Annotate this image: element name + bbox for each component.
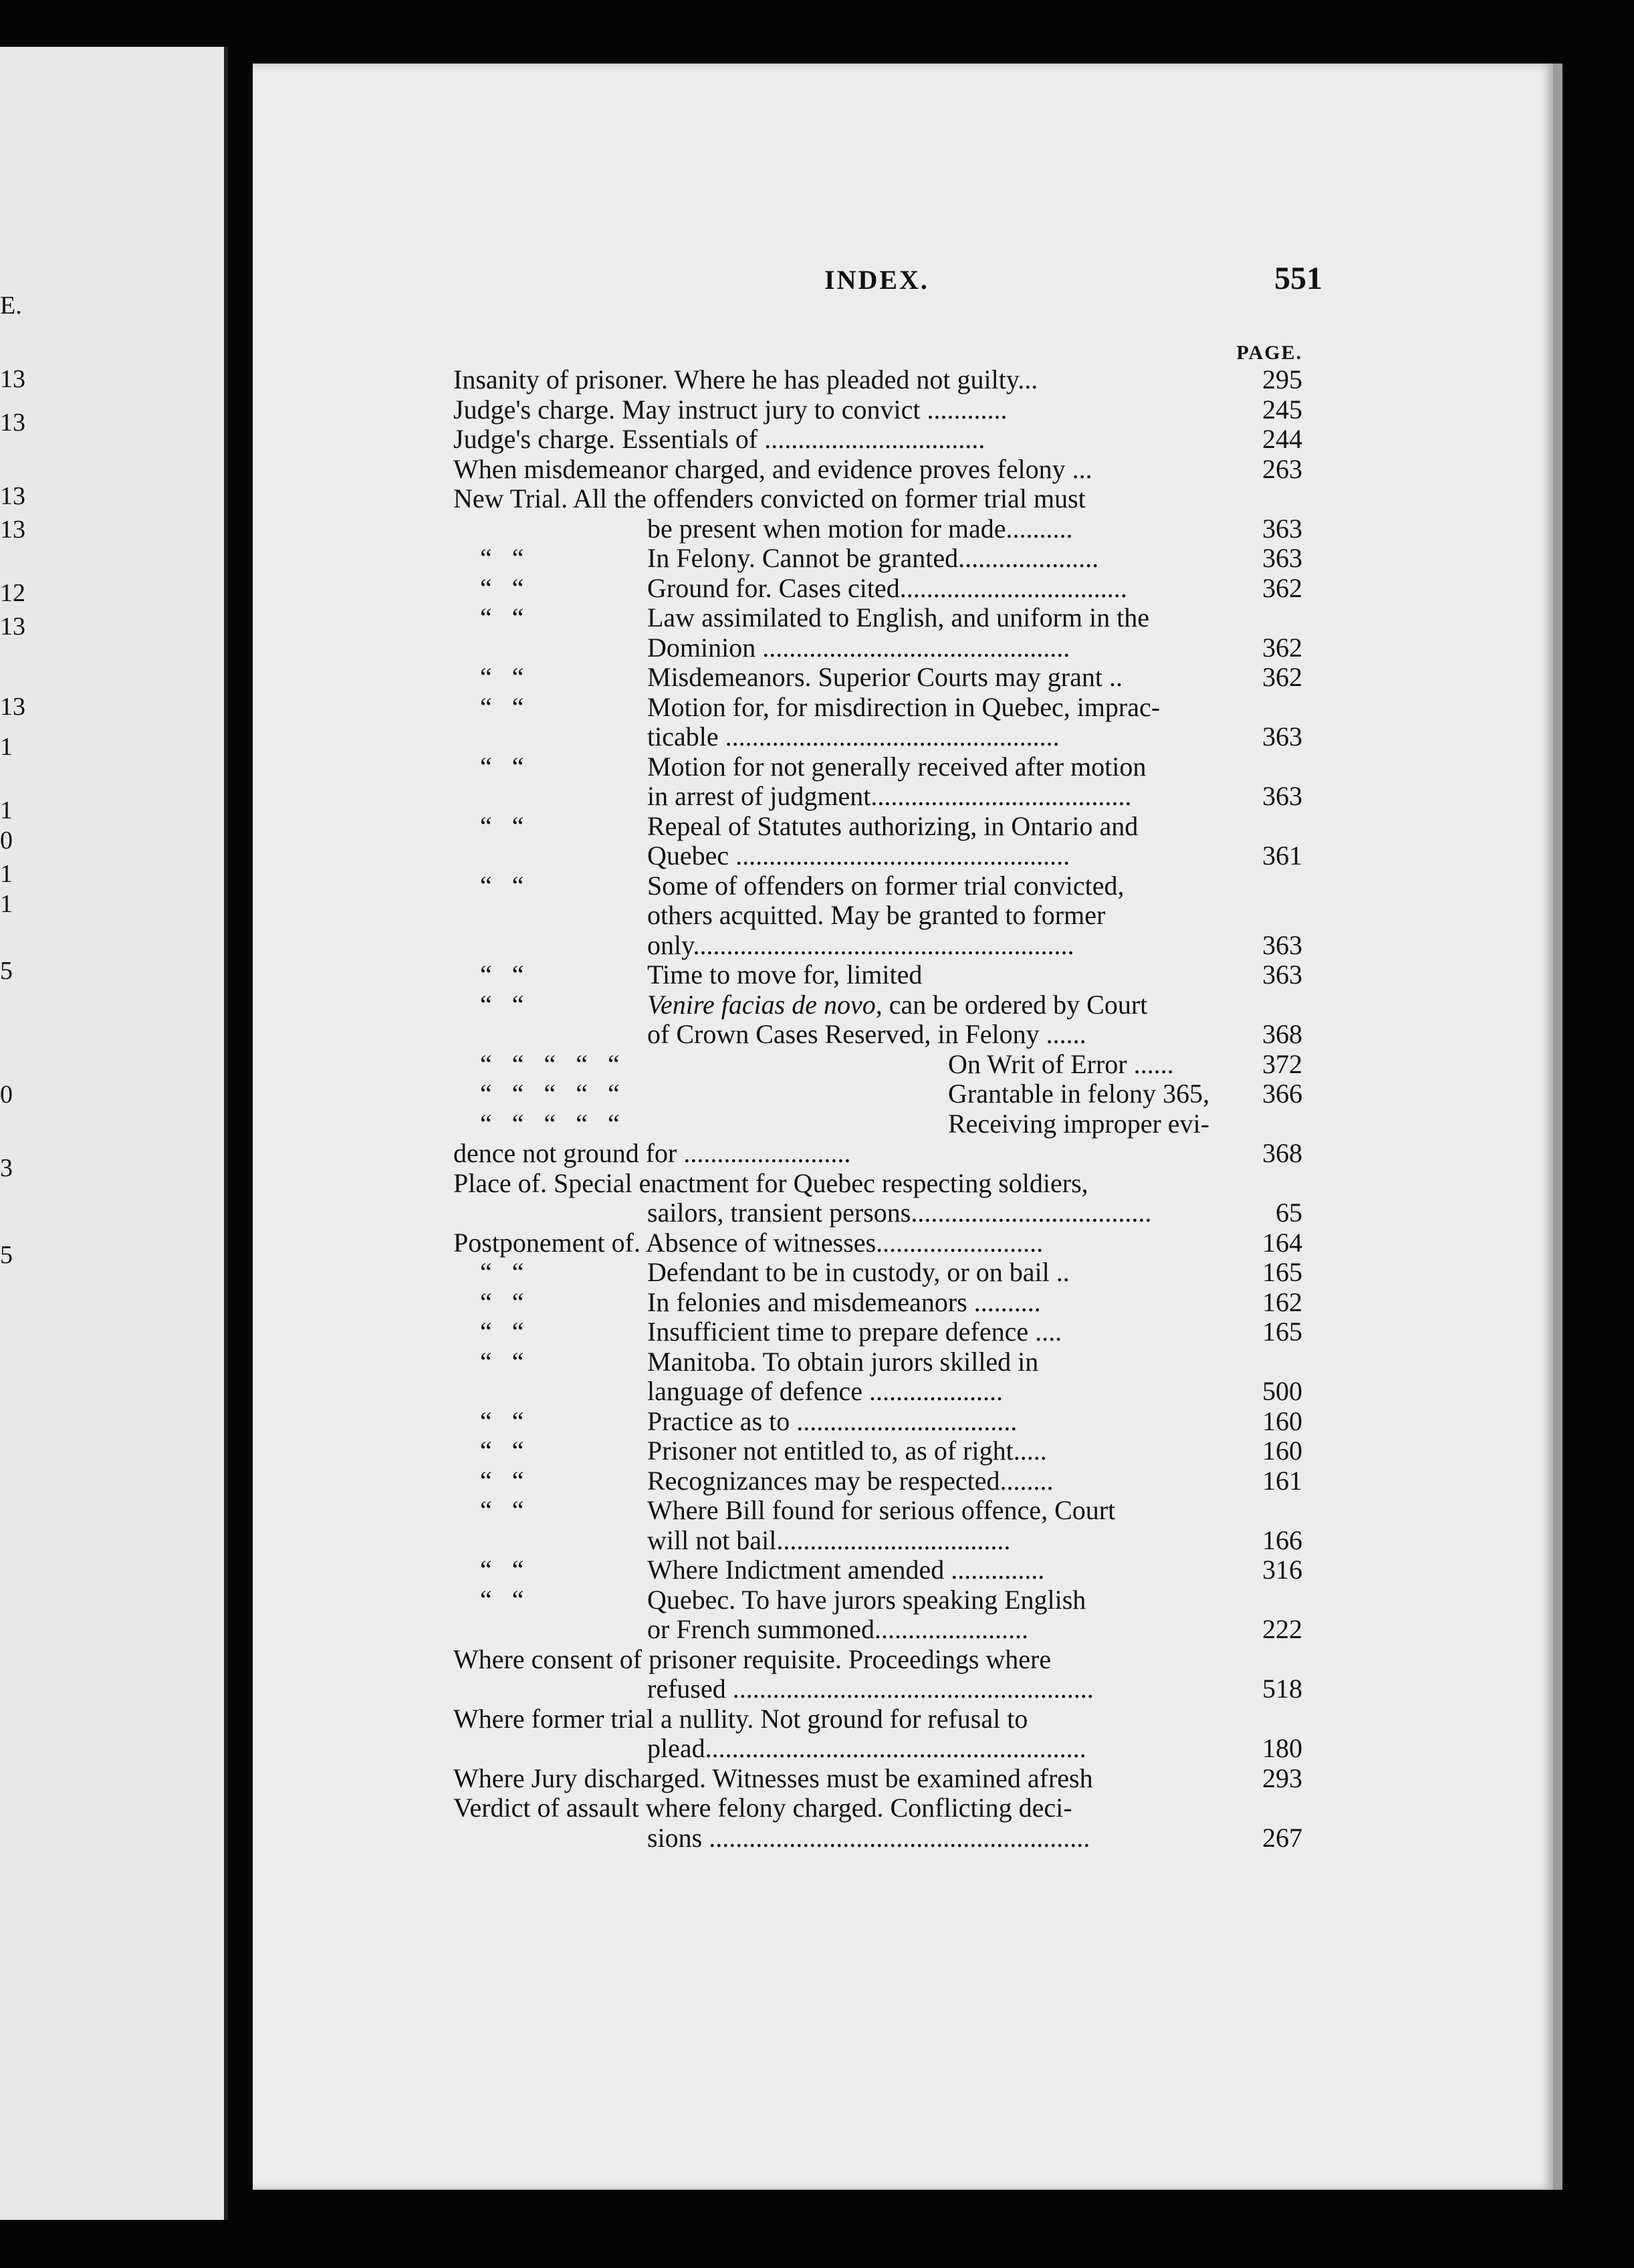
entry-page-ref: 362 — [1262, 662, 1302, 692]
entry-text: Verdict of assault where felony charged. Conflicting deci- — [453, 1793, 1072, 1823]
index-entry — [453, 365, 1302, 395]
entry-text: others acquitted. May be granted to former — [647, 900, 1106, 930]
entry-text: dence not ground for ......................... — [453, 1138, 851, 1168]
index-entry — [453, 633, 1302, 663]
entry-text: language of defence .................... — [647, 1376, 1004, 1406]
ditto-marks: “ “ — [480, 751, 524, 782]
entry-text: Place of. Special enactment for Quebec respecting soldiers, — [453, 1167, 1088, 1198]
entry-text: Defendant to be in custody, or on bail .. — [647, 1257, 1070, 1287]
index-entry — [453, 544, 1302, 574]
ditto-marks: “ “ — [480, 572, 524, 603]
entry-text: Motion for not generally received after motion — [647, 751, 1147, 782]
index-entry — [453, 1139, 1302, 1169]
entry-text: New Trial. All the offenders convicted on former trial must — [453, 483, 1086, 514]
entry-text: Some of offenders on former trial convicted, — [647, 870, 1125, 901]
entry-text: be present when motion for made.......... — [647, 513, 1073, 544]
entry-text: Ground for. Cases cited.................................. — [647, 572, 1127, 603]
entry-text: Where former trial a nullity. Not ground for refusal to — [453, 1703, 1028, 1734]
index-entry — [453, 871, 1302, 901]
entry-page-ref: 244 — [1262, 424, 1302, 454]
index-entry — [453, 960, 1302, 990]
entry-page-ref: 518 — [1262, 1674, 1302, 1704]
facing-page-fragment: 1 — [0, 890, 13, 918]
facing-page-fragment: 5 — [0, 957, 13, 985]
entry-page-ref: 295 — [1262, 364, 1302, 394]
entry-text: In Felony. Cannot be granted..................... — [647, 543, 1099, 573]
entry-text: Where Indictment amended .............. — [647, 1555, 1045, 1585]
ditto-marks: “ “ — [480, 1346, 524, 1377]
facing-page-fragment: 1 — [0, 860, 13, 888]
index-body — [453, 341, 1302, 1853]
facing-page-edge — [0, 47, 228, 2220]
entry-text: Prisoner not entitled to, as of right..... — [647, 1436, 1047, 1466]
facing-page-fragment: 12 — [0, 579, 25, 607]
entry-text: or French summoned....................... — [647, 1614, 1028, 1644]
entry-page-ref: 65 — [1276, 1198, 1302, 1228]
facing-page-fragment: E. — [0, 292, 22, 320]
entry-text: Where consent of prisoner requisite. Proceedings where — [453, 1643, 1052, 1674]
entry-page-ref: 363 — [1262, 781, 1302, 811]
entry-text: refused ...................................................... — [647, 1674, 1094, 1704]
entry-page-ref: 160 — [1262, 1436, 1302, 1466]
entry-text: Recognizances may be respected........ — [647, 1465, 1054, 1496]
index-entry — [453, 1288, 1302, 1318]
index-entry — [453, 484, 1302, 514]
entry-text: Insufficient time to prepare defence .... — [647, 1317, 1062, 1347]
index-entry — [453, 1258, 1302, 1288]
facing-page-fragment: 13 — [0, 516, 25, 544]
entry-text: Where Bill found for serious offence, Court — [647, 1495, 1116, 1525]
facing-page-fragment: 13 — [0, 693, 25, 721]
entry-page-ref: 363 — [1262, 513, 1302, 544]
ditto-marks: “ “ — [480, 691, 524, 722]
index-entry — [453, 395, 1302, 425]
ditto-marks: “ “ — [480, 810, 524, 841]
entry-page-ref: 165 — [1262, 1317, 1302, 1347]
index-entry — [453, 1764, 1302, 1794]
ditto-marks: “ “ — [480, 1286, 524, 1317]
ditto-marks: “ “ “ “ “ — [480, 1079, 620, 1109]
index-entry — [453, 574, 1302, 604]
page-column-label: PAGE. — [1236, 342, 1302, 364]
index-entry — [453, 1496, 1302, 1526]
index-entry — [453, 1615, 1302, 1645]
facing-page-fragment: 1 — [0, 796, 13, 824]
entry-page-ref: 263 — [1262, 453, 1302, 484]
ditto-marks: “ “ “ “ “ — [480, 1048, 620, 1079]
index-entry — [453, 1198, 1302, 1228]
index-entry — [453, 1823, 1302, 1853]
index-entry — [453, 1079, 1302, 1109]
index-entry — [453, 663, 1302, 693]
entry-page-ref: 368 — [1262, 1019, 1302, 1049]
index-entry — [453, 1317, 1302, 1347]
index-page — [253, 64, 1562, 2190]
entry-page-ref: 363 — [1262, 543, 1302, 573]
entry-page-ref: 161 — [1262, 1465, 1302, 1496]
ditto-marks: “ “ — [480, 1465, 524, 1496]
facing-page-fragment: 13 — [0, 365, 25, 393]
entry-text: of Crown Cases Reserved, in Felony ...... — [647, 1019, 1086, 1049]
facing-page-fragment: 5 — [0, 1241, 13, 1269]
entry-page-ref: 363 — [1262, 929, 1302, 960]
entry-text: In felonies and misdemeanors .......... — [647, 1286, 1041, 1317]
ditto-marks: “ “ — [480, 662, 524, 692]
index-entry — [453, 1793, 1302, 1823]
entry-page-ref: 363 — [1262, 721, 1302, 752]
entry-text: When misdemeanor charged, and evidence proves felony ... — [453, 453, 1092, 484]
index-entry — [453, 693, 1302, 723]
ditto-marks: “ “ — [480, 1257, 524, 1287]
facing-page-fragment: 1 — [0, 733, 13, 761]
facing-page-fragment: 3 — [0, 1154, 13, 1182]
index-entry — [453, 425, 1302, 455]
ditto-marks: “ “ — [480, 602, 524, 633]
facing-page-fragment: 13 — [0, 612, 25, 641]
ditto-marks: “ “ — [480, 959, 524, 990]
ditto-marks: “ “ — [480, 1317, 524, 1347]
index-entry — [453, 901, 1302, 931]
entry-page-ref: 222 — [1262, 1614, 1302, 1644]
index-entry — [453, 1377, 1302, 1407]
entry-page-ref: 160 — [1262, 1405, 1302, 1436]
entry-text: Quebec .................................................. — [647, 840, 1070, 871]
entry-page-ref: 368 — [1262, 1138, 1302, 1168]
ditto-marks: “ “ — [480, 1555, 524, 1585]
entry-page-ref: 372 — [1262, 1048, 1302, 1079]
index-entry — [453, 782, 1302, 812]
index-entry — [453, 1704, 1302, 1734]
index-entry — [453, 1020, 1302, 1050]
entry-page-ref: 164 — [1262, 1227, 1302, 1258]
page-header — [253, 261, 1553, 311]
index-entry — [453, 752, 1302, 782]
index-entry — [453, 1169, 1302, 1199]
entry-text: Judge's charge. May instruct jury to convict ............ — [453, 394, 1008, 425]
entry-page-ref: 361 — [1262, 840, 1302, 871]
entry-page-ref: 245 — [1262, 394, 1302, 425]
entry-text: Postponement of. Absence of witnesses......................... — [453, 1227, 1044, 1258]
entry-text: Insanity of prisoner. Where he has pleaded not guilty... — [453, 364, 1038, 394]
entry-text: Quebec. To have jurors speaking English — [647, 1584, 1086, 1615]
entry-text: Venire facias de novo, can be ordered by Court — [647, 989, 1148, 1020]
ditto-marks: “ “ — [480, 1495, 524, 1525]
entry-page-ref: 165 — [1262, 1257, 1302, 1287]
index-entry — [453, 1347, 1302, 1377]
entry-text: Dominion .............................................. — [647, 632, 1070, 663]
entry-text: Law assimilated to English, and uniform in the — [647, 602, 1149, 633]
facing-page-fragment: 0 — [0, 1081, 13, 1109]
ditto-marks: “ “ — [480, 1436, 524, 1466]
index-entry — [453, 1436, 1302, 1466]
index-entry — [453, 1585, 1302, 1615]
entry-text: Time to move for, limited — [647, 959, 923, 990]
index-entry — [453, 931, 1302, 961]
index-entry — [453, 812, 1302, 842]
entry-page-ref: 366 — [1262, 1079, 1302, 1109]
running-head: INDEX. — [824, 265, 929, 295]
index-entry — [453, 1466, 1302, 1496]
ditto-marks: “ “ “ “ “ — [480, 1108, 620, 1139]
entry-text: sailors, transient persons.................................... — [647, 1198, 1152, 1228]
entry-text: Judge's charge. Essentials of ................................. — [453, 424, 985, 454]
entry-text: sions ......................................................... — [647, 1822, 1090, 1853]
entry-page-ref: 316 — [1262, 1555, 1302, 1585]
ditto-marks: “ “ — [480, 989, 524, 1020]
index-entry — [453, 1050, 1302, 1080]
entry-page-ref: 362 — [1262, 632, 1302, 663]
entry-text: On Writ of Error ...... — [948, 1048, 1174, 1079]
entry-text: Misdemeanors. Superior Courts may grant .. — [647, 662, 1123, 692]
index-entry — [453, 514, 1302, 544]
ditto-marks: “ “ — [480, 543, 524, 573]
entry-text: Repeal of Statutes authorizing, in Ontario and — [647, 810, 1139, 841]
entry-text: in arrest of judgment....................................... — [647, 781, 1132, 811]
index-entry — [453, 1734, 1302, 1764]
entry-page-ref: 162 — [1262, 1286, 1302, 1317]
page-number: 551 — [1274, 261, 1322, 296]
entry-text: only......................................................... — [647, 929, 1074, 960]
index-entry — [453, 1674, 1302, 1704]
entry-page-ref: 500 — [1262, 1376, 1302, 1406]
entry-page-ref: 293 — [1262, 1763, 1302, 1793]
index-entry — [453, 455, 1302, 485]
index-entry — [453, 1555, 1302, 1585]
facing-page-fragment: 13 — [0, 482, 25, 510]
index-entry — [453, 603, 1302, 633]
ditto-marks: “ “ — [480, 1584, 524, 1615]
entry-text: will not bail................................... — [647, 1524, 1011, 1555]
entry-text: plead......................................................... — [647, 1733, 1086, 1763]
entry-text: Motion for, for misdirection in Quebec, imprac- — [647, 691, 1161, 722]
index-entry — [453, 1228, 1302, 1258]
ditto-marks: “ “ — [480, 870, 524, 901]
index-entry — [453, 1645, 1302, 1675]
ditto-marks: “ “ — [480, 1405, 524, 1436]
entry-page-ref: 180 — [1262, 1733, 1302, 1763]
entry-page-ref: 362 — [1262, 572, 1302, 603]
entry-page-ref: 166 — [1262, 1524, 1302, 1555]
entry-text: ticable .................................................. — [647, 721, 1060, 752]
entry-text: Practice as to ................................. — [647, 1405, 1018, 1436]
index-entry — [453, 990, 1302, 1020]
index-entry — [453, 1407, 1302, 1437]
index-entry — [453, 841, 1302, 871]
facing-page-fragment: 13 — [0, 409, 25, 437]
entry-text: Receiving improper evi- — [948, 1108, 1209, 1139]
index-entries — [453, 365, 1302, 1853]
index-entry — [453, 1109, 1302, 1139]
entry-text: Grantable in felony 365, — [948, 1079, 1209, 1109]
facing-page-fragment: 0 — [0, 826, 13, 855]
entry-page-ref: 363 — [1262, 959, 1302, 990]
index-entry — [453, 1526, 1302, 1556]
index-entry — [453, 722, 1302, 752]
entry-text: Where Jury discharged. Witnesses must be examined afresh — [453, 1763, 1093, 1793]
entry-text: Manitoba. To obtain jurors skilled in — [647, 1346, 1039, 1377]
entry-page-ref: 267 — [1262, 1822, 1302, 1853]
